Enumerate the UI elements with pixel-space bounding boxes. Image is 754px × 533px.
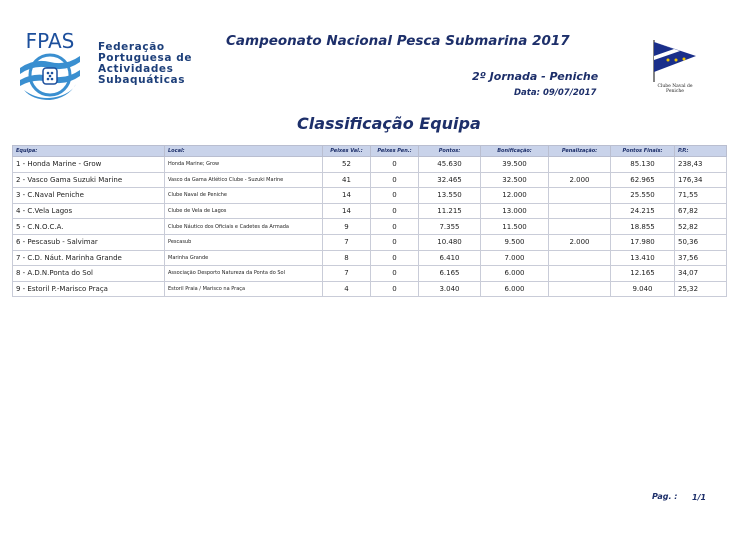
cell-penalized-fish: 0 <box>371 157 419 173</box>
header-penalty: Penalização: <box>549 146 611 157</box>
cell-location: Clube Naval de Peniche <box>165 188 323 204</box>
cell-valid-fish: 7 <box>323 234 371 250</box>
header-penalized-fish: Peixes Pen.: <box>371 146 419 157</box>
cell-bonus: 12.000 <box>481 188 549 204</box>
cell-points: 6.165 <box>419 266 481 282</box>
header-valid-fish: Peixes Val.: <box>323 146 371 157</box>
cell-points: 11.215 <box>419 203 481 219</box>
cell-final-points: 17.980 <box>611 234 675 250</box>
header-location: Local: <box>165 146 323 157</box>
classification-table <box>12 145 727 297</box>
cell-location: Vasco da Gama Atlético Clube - Suzuki Marine <box>165 172 323 188</box>
cell-penalty: 2.000 <box>549 172 611 188</box>
cell-valid-fish: 52 <box>323 157 371 173</box>
cell-valid-fish: 4 <box>323 281 371 297</box>
cell-valid-fish: 8 <box>323 250 371 266</box>
header-final-points: Pontos Finais: <box>611 146 675 157</box>
cell-team: 9 - Estoril P.-Marisco Praça <box>13 281 165 297</box>
cell-pp: 176,34 <box>675 172 727 188</box>
table-row <box>13 157 727 173</box>
cell-bonus: 32.500 <box>481 172 549 188</box>
cell-penalty <box>549 266 611 282</box>
table-header-row <box>13 146 727 157</box>
page-number: 1/1 <box>692 493 707 502</box>
cell-bonus: 6.000 <box>481 281 549 297</box>
cell-location: Clube de Vela de Lagos <box>165 203 323 219</box>
cell-team: 6 - Pescasub - Salvimar <box>13 234 165 250</box>
cell-valid-fish: 41 <box>323 172 371 188</box>
cell-penalty <box>549 157 611 173</box>
cell-penalty <box>549 250 611 266</box>
cell-final-points: 18.855 <box>611 219 675 235</box>
cell-penalty: 2.000 <box>549 234 611 250</box>
table-row <box>13 219 727 235</box>
table-row <box>13 203 727 219</box>
cell-points: 10.480 <box>419 234 481 250</box>
cell-team: 3 - C.Naval Peniche <box>13 188 165 204</box>
cell-location: Pescasub <box>165 234 323 250</box>
cell-bonus: 39.500 <box>481 157 549 173</box>
event-round: 2º Jornada - Peniche <box>472 70 599 83</box>
cell-bonus: 6.000 <box>481 266 549 282</box>
cell-team: 2 - Vasco Gama Suzuki Marine <box>13 172 165 188</box>
cell-points: 7.355 <box>419 219 481 235</box>
cell-points: 32.465 <box>419 172 481 188</box>
header-team: Equipa: <box>13 146 165 157</box>
table-row <box>13 234 727 250</box>
cell-team: 7 - C.D. Náut. Marinha Grande <box>13 250 165 266</box>
cell-team: 1 - Honda Marine - Grow <box>13 157 165 173</box>
cell-bonus: 13.000 <box>481 203 549 219</box>
cell-valid-fish: 14 <box>323 203 371 219</box>
cell-penalty <box>549 281 611 297</box>
cell-points: 13.550 <box>419 188 481 204</box>
cell-location: Marinha Grande <box>165 250 323 266</box>
cell-final-points: 25.550 <box>611 188 675 204</box>
table-row <box>13 250 727 266</box>
cell-points: 45.630 <box>419 157 481 173</box>
cell-penalty <box>549 203 611 219</box>
cell-valid-fish: 14 <box>323 188 371 204</box>
org-name-line: Portuguesa de <box>98 52 193 64</box>
cell-pp: 50,36 <box>675 234 727 250</box>
cell-penalized-fish: 0 <box>371 188 419 204</box>
cell-team: 4 - C.Vela Lagos <box>13 203 165 219</box>
club-caption: Clube Naval de Peniche <box>657 84 693 94</box>
table-row <box>13 266 727 282</box>
cell-pp: 67,82 <box>675 203 727 219</box>
cell-location: Associação Desporto Natureza da Ponta do Sol <box>165 266 323 282</box>
cell-penalized-fish: 0 <box>371 172 419 188</box>
organization-name <box>98 42 192 86</box>
cell-penalty <box>549 188 611 204</box>
cell-valid-fish: 9 <box>323 219 371 235</box>
cell-team: 5 - C.N.O.C.A. <box>13 219 165 235</box>
cell-final-points: 13.410 <box>611 250 675 266</box>
org-name-line: Actividades <box>98 63 174 75</box>
header-bonus: Bonificação: <box>481 146 549 157</box>
cell-location: Clube Náutico dos Oficiais e Cadetes da Armada <box>165 219 323 235</box>
cell-pp: 34,07 <box>675 266 727 282</box>
event-title: Campeonato Nacional Pesca Submarina 2017 <box>226 33 570 49</box>
cell-penalized-fish: 0 <box>371 266 419 282</box>
table-row <box>13 172 727 188</box>
cell-penalized-fish: 0 <box>371 281 419 297</box>
cell-pp: 71,55 <box>675 188 727 204</box>
cell-final-points: 24.215 <box>611 203 675 219</box>
fpas-acronym: FPAS <box>25 29 75 53</box>
table-row <box>13 281 727 297</box>
cell-pp: 25,32 <box>675 281 727 297</box>
cell-location: Honda Marine; Grow <box>165 157 323 173</box>
cell-final-points: 9.040 <box>611 281 675 297</box>
cell-penalized-fish: 0 <box>371 219 419 235</box>
header-points: Pontos: <box>419 146 481 157</box>
cell-points: 3.040 <box>419 281 481 297</box>
cell-team: 8 - A.D.N.Ponta do Sol <box>13 266 165 282</box>
fpas-logo <box>14 28 86 104</box>
cell-valid-fish: 7 <box>323 266 371 282</box>
cell-penalized-fish: 0 <box>371 234 419 250</box>
event-date: Data: 09/07/2017 <box>514 88 597 98</box>
cell-penalized-fish: 0 <box>371 250 419 266</box>
cell-penalty <box>549 219 611 235</box>
cell-bonus: 11.500 <box>481 219 549 235</box>
cell-final-points: 85.130 <box>611 157 675 173</box>
cell-pp: 37,56 <box>675 250 727 266</box>
cell-bonus: 7.000 <box>481 250 549 266</box>
document-title: Classificação Equipa <box>297 114 481 133</box>
cell-pp: 52,82 <box>675 219 727 235</box>
cell-final-points: 62.965 <box>611 172 675 188</box>
table-body <box>13 157 727 297</box>
table-row <box>13 188 727 204</box>
cell-points: 6.410 <box>419 250 481 266</box>
org-name-line: Federação <box>98 41 165 53</box>
cell-pp: 238,43 <box>675 157 727 173</box>
org-name-line: Subaquáticas <box>98 74 186 86</box>
cell-penalized-fish: 0 <box>371 203 419 219</box>
cell-final-points: 12.165 <box>611 266 675 282</box>
cell-location: Estoril Praia / Marisco na Praça <box>165 281 323 297</box>
cell-bonus: 9.500 <box>481 234 549 250</box>
page-label: Pag. : <box>652 492 678 501</box>
header-pp: P.P.: <box>675 146 727 157</box>
